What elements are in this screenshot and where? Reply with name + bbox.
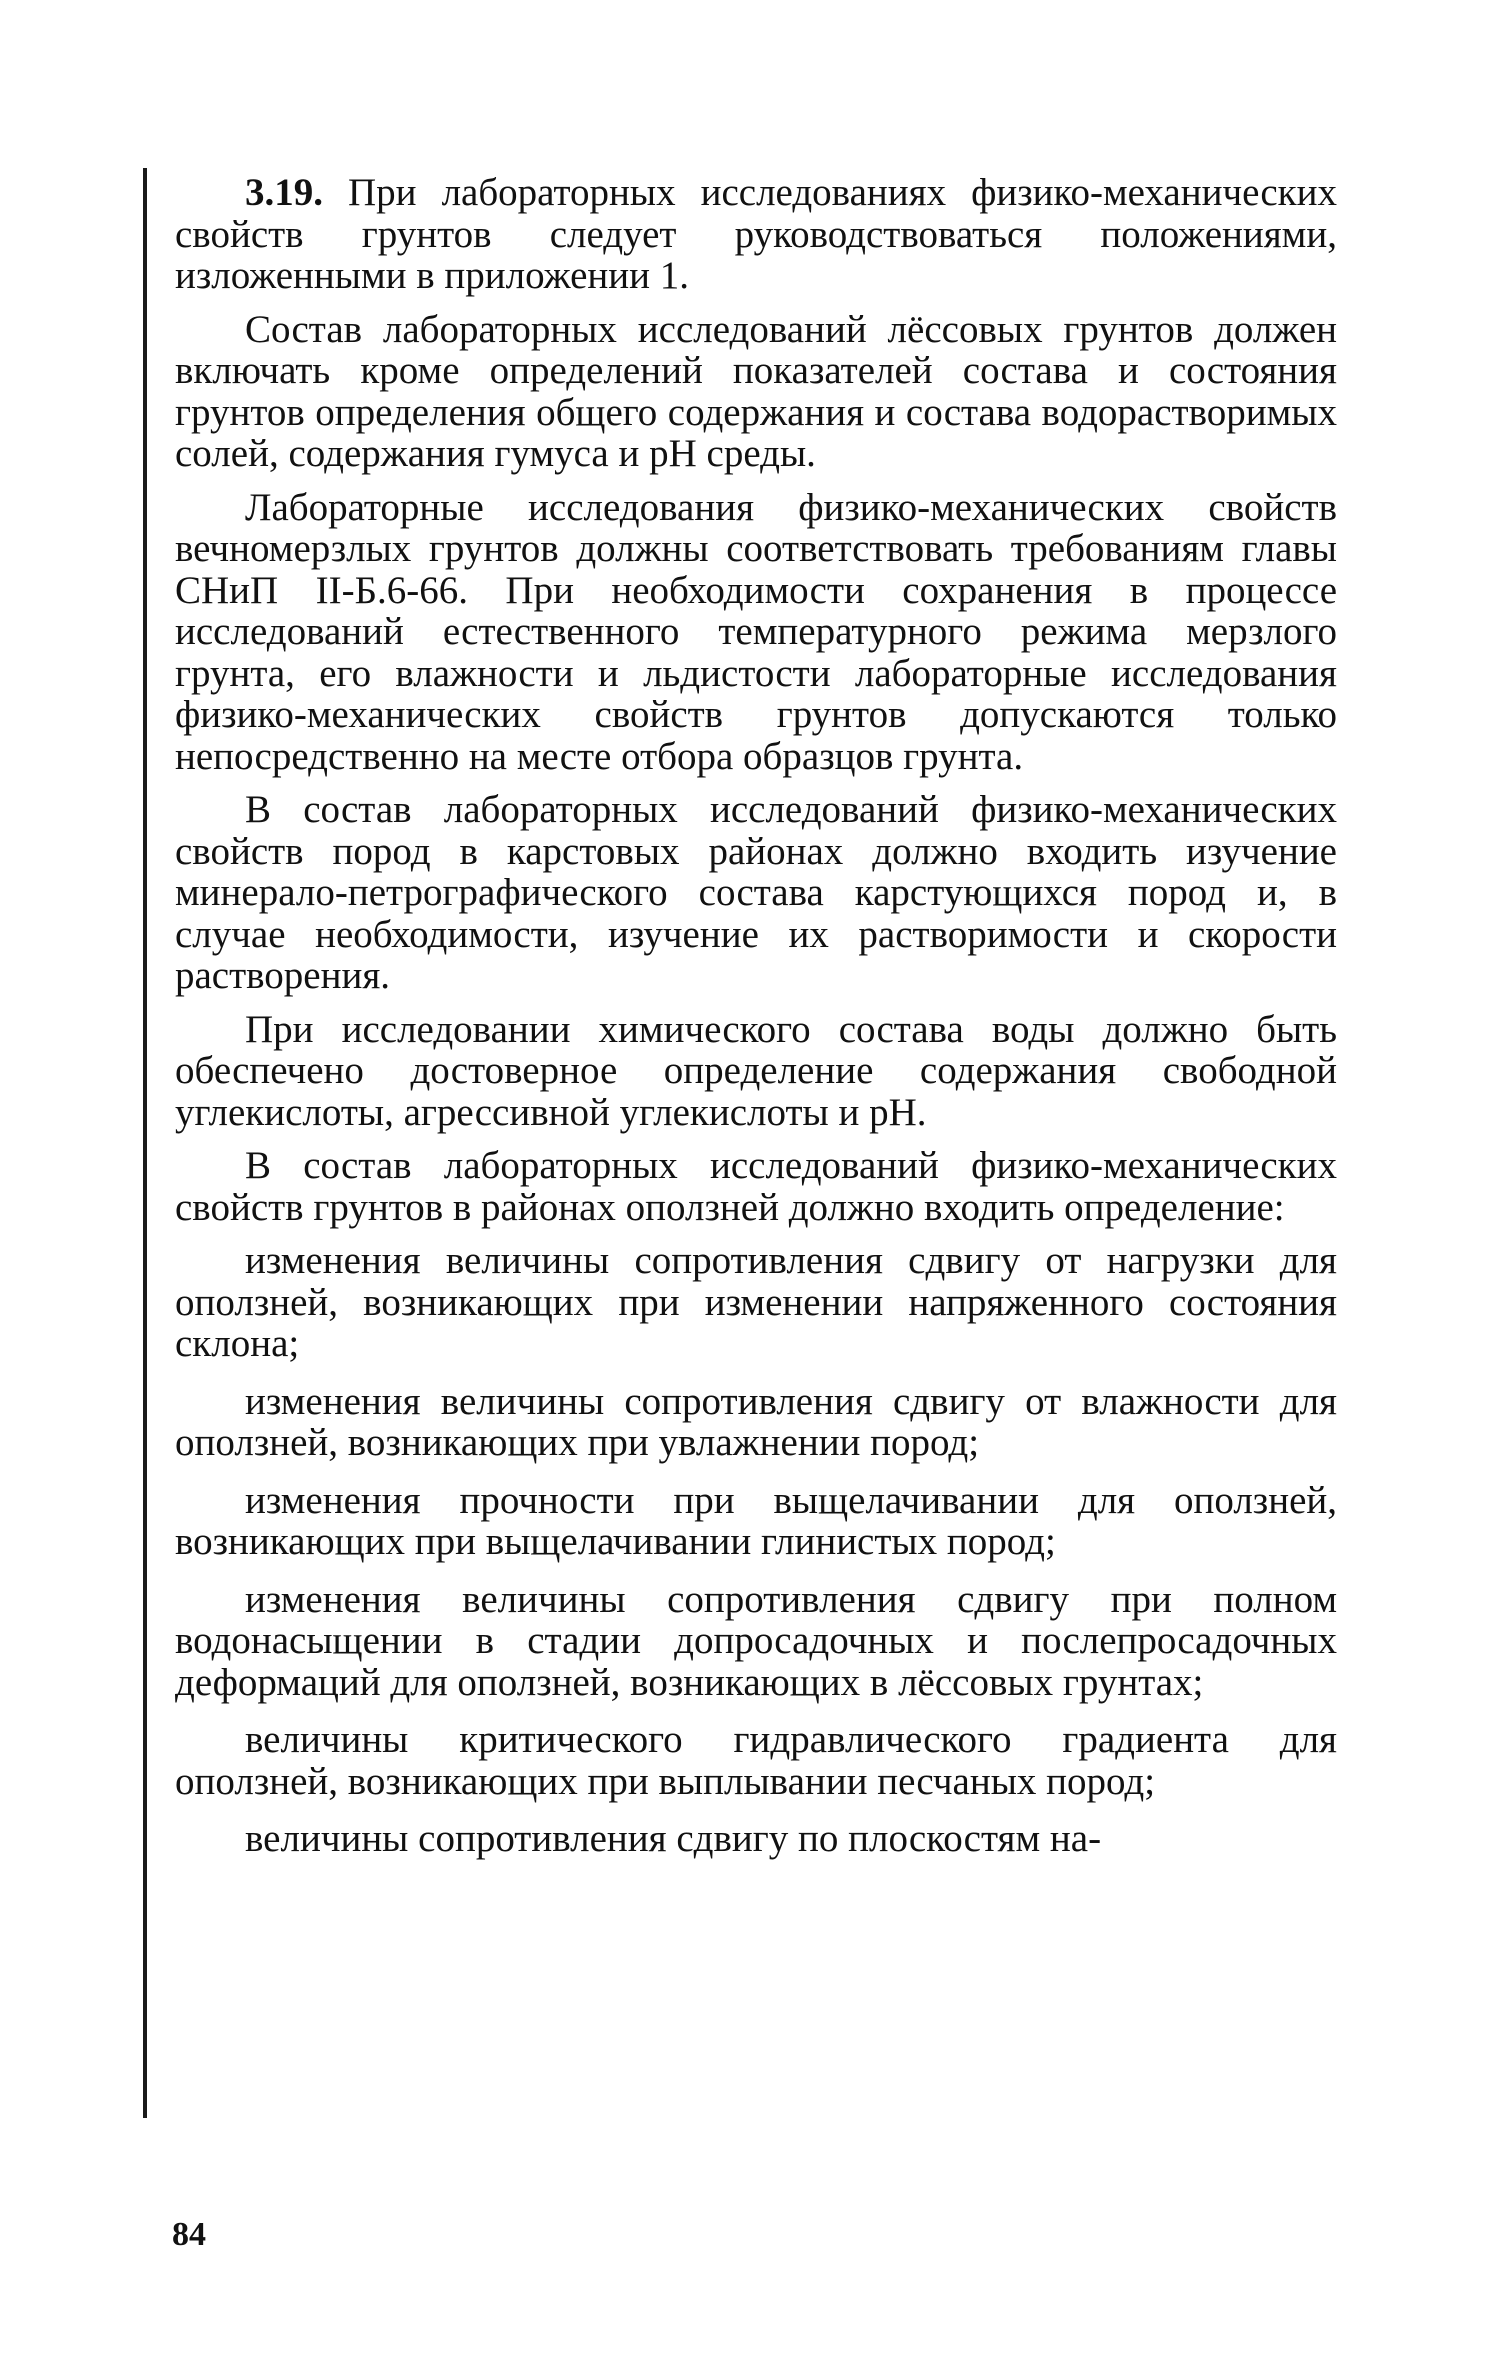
list-item: величины сопротивления сдвигу по плоскостям на-: [245, 1817, 1102, 1860]
page-number: 84: [172, 2216, 206, 2253]
section-paragraph: [175, 172, 1337, 297]
list-item: изменения величины сопротивления сдвигу от влажности для оползней, возникающих при увлажнении пород;: [175, 1379, 1337, 1464]
list-item: величины критического гидравлического градиента для оползней, возникающих при выплывании песчаных пород;: [175, 1718, 1337, 1803]
paragraph-permafrost: Лабораторные исследования физико-механических свойств вечномерзлых грунтов должны соответствовать требованиям главы СНиП II-Б.6-66. При необходимости сохранения в процессе исследований естественного температурного режима мерзлого грунта, его влажности и льдистости лабораторные исследования физико-механических свойств грунтов допускаются только непосредственно на месте отбора образцов грунта.: [175, 485, 1337, 778]
list-item: изменения прочности при выщелачивании для оползней, возникающих при выщелачивании глинистых пород;: [175, 1478, 1337, 1563]
margin-rule: [143, 168, 147, 2118]
paragraph-landslides: В состав лабораторных исследований физико-механических свойств грунтов в районах оползней должно входить определение:: [175, 1144, 1337, 1229]
list-item: изменения величины сопротивления сдвигу от нагрузки для оползней, возникающих при изменении напряженного состояния склона;: [175, 1239, 1337, 1365]
paragraph-karst: В состав лабораторных исследований физико-механических свойств пород в карстовых районах должно входить изучение минерало-петрографического состава карстующихся пород и, в случае необходимости, изучение их растворимости и скорости растворения.: [175, 788, 1337, 997]
list-item: изменения величины сопротивления сдвигу при полном водонасыщении в стадии допросадочных и послепросадочных деформаций для оползней, возникающих в лёссовых грунтах;: [175, 1577, 1337, 1704]
paragraph-water-chemistry: При исследовании химического состава воды должно быть обеспечено достоверное определение содержания свободной углекислоты, агрессивной углекислоты и рН.: [175, 1007, 1337, 1134]
section-intro: При лабораторных исследованиях физико-механических свойств грунтов следует руководствоваться положениями, изложенными в приложении 1.: [175, 171, 1337, 297]
section-number: 3.19.: [245, 171, 323, 214]
body-text: [175, 172, 1337, 1876]
paragraph-loess: Состав лабораторных исследований лёссовых грунтов должен включать кроме определений показателей состава и состояния грунтов определения общего содержания и состава водорастворимых солей, содержания гумуса и рН среды.: [175, 307, 1337, 475]
